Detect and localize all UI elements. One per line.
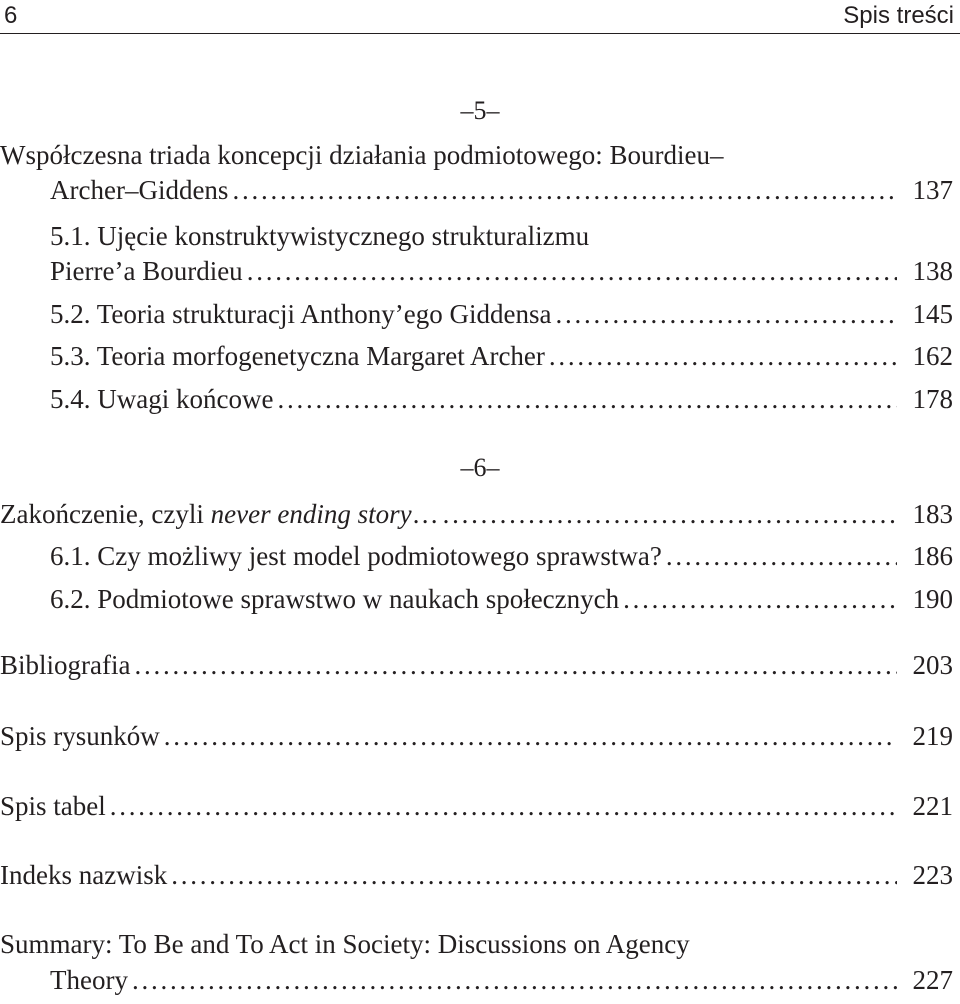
toc-entry-summary-title: Summary: To Be and To Act in Society: Discussions on Agency bbox=[0, 929, 690, 959]
toc-entry-page: 178 bbox=[912, 384, 953, 414]
chapter-6-heading: –6– bbox=[460, 453, 500, 482]
dot-leader bbox=[619, 584, 897, 615]
page-number: 6 bbox=[4, 2, 18, 29]
dot-leader bbox=[106, 791, 897, 822]
toc-entry-title bbox=[0, 499, 439, 530]
toc-entry-page: 203 bbox=[912, 650, 953, 680]
toc-entry-page: 227 bbox=[912, 965, 953, 995]
toc-entry-index bbox=[0, 860, 953, 894]
toc-entry-5-4 bbox=[0, 384, 953, 418]
toc-entry-bibliography bbox=[0, 650, 953, 684]
toc-entry-title: 5.2. Teoria strukturacji Anthony’ego Giddensa bbox=[50, 299, 552, 329]
dot-leader bbox=[662, 541, 897, 572]
toc-entry-page: 137 bbox=[912, 175, 953, 205]
dot-leader bbox=[228, 175, 897, 206]
toc-entry-page: 223 bbox=[912, 860, 953, 890]
toc-entry-page: 190 bbox=[912, 584, 953, 614]
page-header bbox=[0, 0, 960, 34]
dot-leader bbox=[552, 299, 897, 330]
toc-entry-title: Bibliografia bbox=[0, 650, 131, 680]
dot-leader bbox=[243, 256, 897, 287]
toc-entry-chapter-5 bbox=[0, 175, 953, 209]
dot-leader bbox=[130, 650, 897, 681]
toc-entry-chapter-5-title: Współczesna triada koncepcji działania podmiotowego: Bourdieu– bbox=[0, 140, 724, 170]
toc-entry-title: Indeks nazwisk bbox=[0, 860, 168, 890]
chapter-5-heading: –5– bbox=[460, 96, 500, 125]
title-italic: never ending story bbox=[210, 499, 412, 529]
toc-entry-page: 138 bbox=[912, 256, 953, 286]
toc-entry-6-1 bbox=[0, 541, 953, 575]
toc-entry-title: 5.4. Uwagi końcowe bbox=[50, 384, 274, 414]
toc-entry-chapter-6 bbox=[0, 499, 953, 533]
toc-entry-page: 221 bbox=[912, 791, 953, 821]
dot-leader bbox=[545, 341, 897, 372]
toc-entry-5-1-title: 5.1. Ujęcie konstruktywistycznego strukturalizmu bbox=[50, 221, 590, 251]
toc-entry-title: 6.1. Czy możliwy jest model podmiotowego sprawstwa? bbox=[50, 541, 662, 571]
toc-entry-title: 6.2. Podmiotowe sprawstwo w naukach społecznych bbox=[50, 584, 620, 614]
dot-leader bbox=[439, 499, 897, 530]
toc-entry-page: 183 bbox=[912, 499, 953, 529]
running-title: Spis treści bbox=[843, 2, 954, 29]
toc-entry-5-3 bbox=[0, 341, 953, 375]
dot-leader bbox=[128, 965, 897, 996]
title-suffix: … bbox=[411, 499, 439, 529]
toc-entry-title: Pierre’a Bourdieu bbox=[50, 256, 243, 286]
dot-leader bbox=[167, 860, 897, 891]
dot-leader bbox=[160, 721, 897, 752]
toc-entry-tables bbox=[0, 791, 953, 825]
toc-entry-page: 219 bbox=[912, 721, 953, 751]
toc-entry-title: Spis tabel bbox=[0, 791, 106, 821]
dot-leader bbox=[273, 384, 897, 415]
toc-entry-5-2 bbox=[0, 299, 953, 333]
toc-entry-page: 186 bbox=[912, 541, 953, 571]
toc-entry-title: 5.3. Teoria morfogenetyczna Margaret Archer bbox=[50, 341, 545, 371]
header-rule bbox=[0, 33, 960, 34]
toc-entry-figures bbox=[0, 721, 953, 755]
toc-entry-5-1 bbox=[0, 256, 953, 290]
toc-entry-title: Archer–Giddens bbox=[50, 175, 229, 205]
toc-entry-summary bbox=[0, 965, 953, 999]
toc-entry-page: 145 bbox=[912, 299, 953, 329]
toc-entry-title: Theory bbox=[50, 965, 128, 995]
toc-entry-title: Spis rysunków bbox=[0, 721, 160, 751]
toc-entry-6-2 bbox=[0, 584, 953, 618]
toc-entry-page: 162 bbox=[912, 341, 953, 371]
title-prefix: Zakończenie, czyli bbox=[0, 499, 211, 529]
